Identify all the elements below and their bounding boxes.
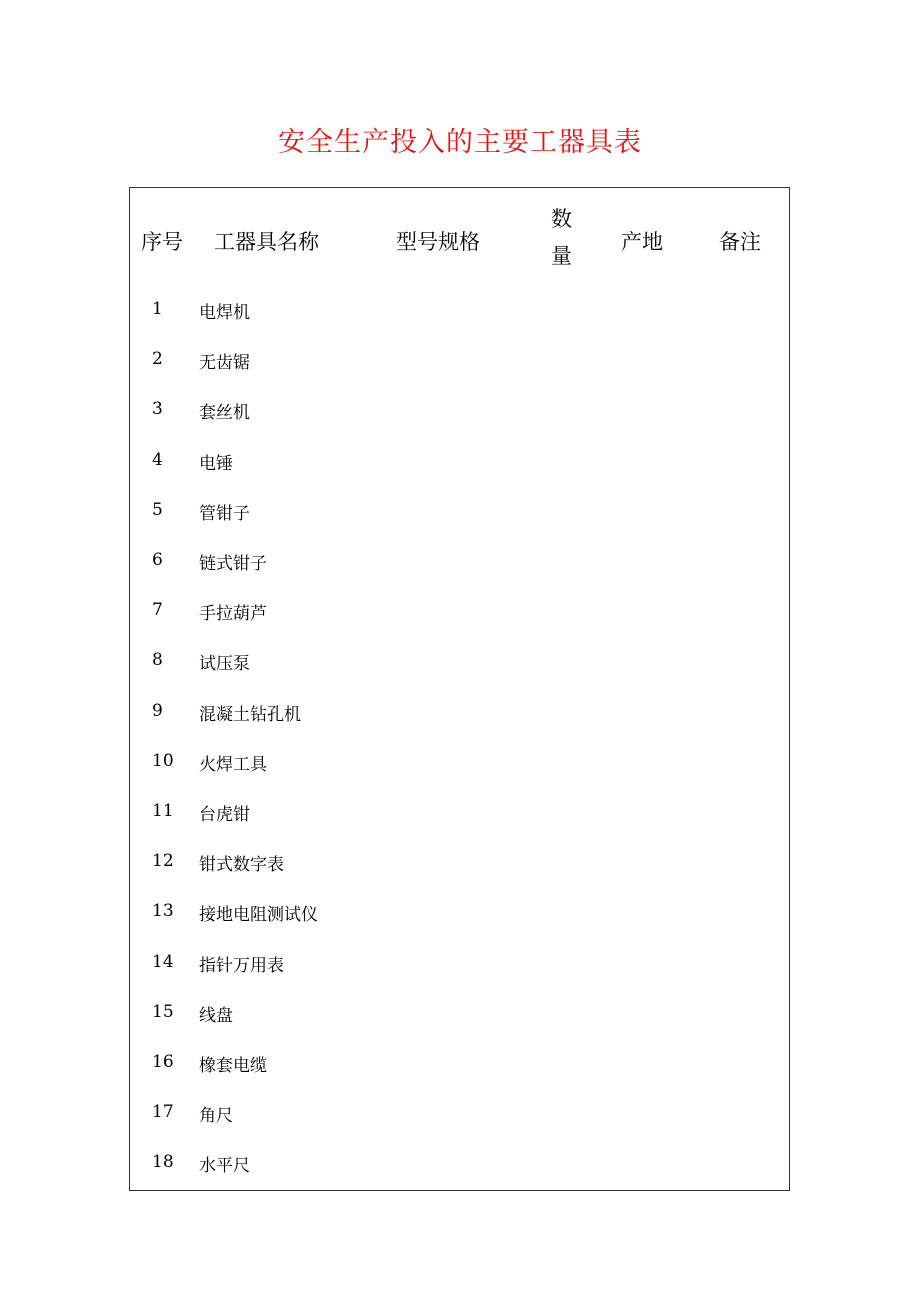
header-spec: 型号规格 — [396, 230, 480, 254]
row-number: 7 — [152, 600, 163, 621]
row-number: 16 — [152, 1052, 174, 1072]
table-row — [130, 1099, 789, 1129]
row-tool-name: 台虎钳 — [199, 805, 250, 825]
row-tool-name: 钳式数字表 — [199, 855, 284, 876]
tools-table — [129, 187, 790, 1191]
table-row — [130, 597, 789, 627]
row-tool-name: 线盘 — [199, 1005, 233, 1026]
table-row — [130, 296, 789, 326]
row-number: 11 — [152, 801, 174, 821]
header-seq: 序号 — [141, 230, 183, 254]
row-tool-name: 接地电阻测试仪 — [199, 905, 318, 926]
row-number: 5 — [152, 499, 163, 520]
page-title: 安全生产投入的主要工器具表 — [278, 127, 642, 158]
table-row — [130, 748, 789, 778]
row-number: 9 — [152, 700, 163, 721]
table-row — [130, 999, 789, 1029]
row-number: 17 — [152, 1102, 174, 1123]
table-row — [130, 798, 789, 828]
row-tool-name: 无齿锯 — [199, 353, 250, 374]
row-tool-name: 手拉葫芦 — [199, 604, 267, 625]
row-number: 18 — [152, 1152, 174, 1173]
row-tool-name: 指针万用表 — [199, 955, 284, 976]
table-row — [130, 346, 789, 376]
row-number: 1 — [152, 299, 163, 319]
row-tool-name: 试压泵 — [199, 654, 250, 675]
row-tool-name: 水平尺 — [199, 1156, 250, 1177]
row-number: 10 — [152, 750, 174, 771]
row-tool-name: 角尺 — [199, 1106, 233, 1127]
row-tool-name: 管钳子 — [199, 503, 250, 524]
row-number: 6 — [152, 550, 163, 570]
row-number: 13 — [152, 901, 174, 922]
table-row — [130, 1149, 789, 1179]
header-remark: 备注 — [719, 230, 761, 254]
row-number: 3 — [152, 399, 163, 420]
table-row — [130, 698, 789, 728]
header-name: 工器具名称 — [214, 230, 319, 254]
header-origin: 产地 — [621, 230, 663, 254]
row-number: 8 — [152, 650, 163, 671]
table-row — [130, 848, 789, 878]
row-number: 15 — [152, 1001, 174, 1022]
row-tool-name: 混凝土钻孔机 — [199, 704, 301, 725]
row-tool-name: 橡套电缆 — [199, 1056, 267, 1076]
table-row — [130, 547, 789, 577]
table-row — [130, 647, 789, 677]
table-row — [130, 497, 789, 527]
row-tool-name: 电焊机 — [199, 303, 250, 323]
row-number: 4 — [152, 449, 163, 470]
row-tool-name: 套丝机 — [199, 403, 250, 424]
row-tool-name: 电锤 — [199, 453, 233, 474]
row-number: 2 — [152, 349, 163, 370]
row-tool-name: 链式钳子 — [199, 554, 267, 574]
table-row — [130, 1049, 789, 1079]
header-qty: 数量 — [551, 207, 572, 268]
table-row — [130, 447, 789, 477]
table-row — [130, 949, 789, 979]
row-number: 12 — [152, 851, 174, 872]
row-number: 14 — [152, 951, 174, 972]
table-row — [130, 396, 789, 426]
table-row — [130, 898, 789, 928]
row-tool-name: 火焊工具 — [199, 754, 267, 775]
